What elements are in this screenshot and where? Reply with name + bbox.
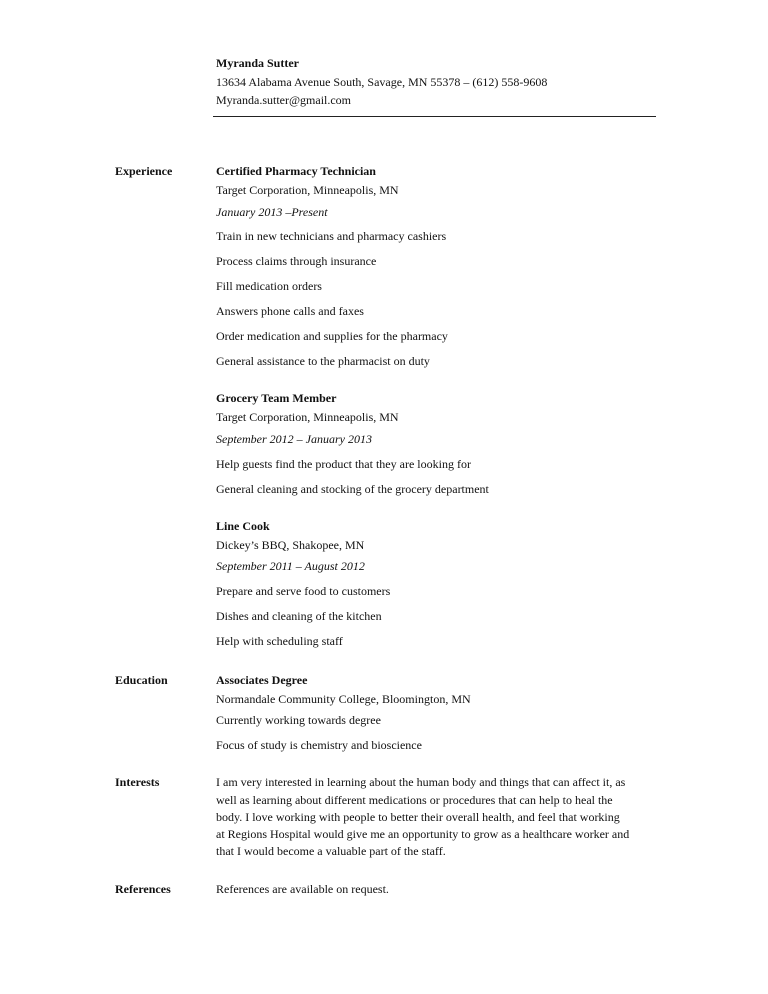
job-duty: Answers phone calls and faxes <box>216 304 364 318</box>
header-divider <box>213 116 656 117</box>
references-text: References are available on request. <box>216 882 389 896</box>
interests-line: I am very interested in learning about the human body and things that can affect it, as <box>216 775 626 789</box>
section-label-references: References <box>115 882 171 896</box>
job-duty: Help with scheduling staff <box>216 634 343 648</box>
education-degree: Associates Degree <box>216 673 308 687</box>
section-label-education: Education <box>115 673 168 687</box>
interests-line: well as learning about different medications or procedures that can help to heal the <box>216 793 613 807</box>
job-title: Certified Pharmacy Technician <box>216 164 376 178</box>
job-duty: General assistance to the pharmacist on duty <box>216 354 430 368</box>
education-focus: Focus of study is chemistry and bioscience <box>216 738 422 752</box>
job-company: Target Corporation, Minneapolis, MN <box>216 410 399 424</box>
job-dates: September 2012 – January 2013 <box>216 432 372 446</box>
contact-address: 13634 Alabama Avenue South, Savage, MN 55378 – (612) 558-9608 <box>216 75 548 89</box>
job-dates: January 2013 –Present <box>216 205 328 219</box>
interests-line: at Regions Hospital would give me an opportunity to grow as a healthcare worker and <box>216 827 630 841</box>
job-title: Line Cook <box>216 519 270 533</box>
interests-line: body. I love working with people to better their overall health, and feel that working <box>216 810 620 824</box>
job-duty: Dishes and cleaning of the kitchen <box>216 609 382 623</box>
interests-line: that I would become a valuable part of the staff. <box>216 844 446 858</box>
education-school: Normandale Community College, Bloomington, MN <box>216 692 471 706</box>
resume-name: Myranda Sutter <box>216 56 299 70</box>
education-status: Currently working towards degree <box>216 713 381 727</box>
job-dates: September 2011 – August 2012 <box>216 559 365 573</box>
job-duty: Fill medication orders <box>216 279 322 293</box>
job-duty: Prepare and serve food to customers <box>216 584 391 598</box>
section-label-experience: Experience <box>115 164 173 178</box>
job-duty: Process claims through insurance <box>216 254 377 268</box>
job-duty: General cleaning and stocking of the grocery department <box>216 482 489 496</box>
section-label-interests: Interests <box>115 775 160 789</box>
job-duty: Help guests find the product that they are looking for <box>216 457 471 471</box>
job-duty: Order medication and supplies for the pharmacy <box>216 329 448 343</box>
job-company: Target Corporation, Minneapolis, MN <box>216 183 399 197</box>
job-title: Grocery Team Member <box>216 391 337 405</box>
job-company: Dickey’s BBQ, Shakopee, MN <box>216 538 365 552</box>
job-duty: Train in new technicians and pharmacy cashiers <box>216 229 447 243</box>
contact-email: Myranda.sutter@gmail.com <box>216 93 352 107</box>
